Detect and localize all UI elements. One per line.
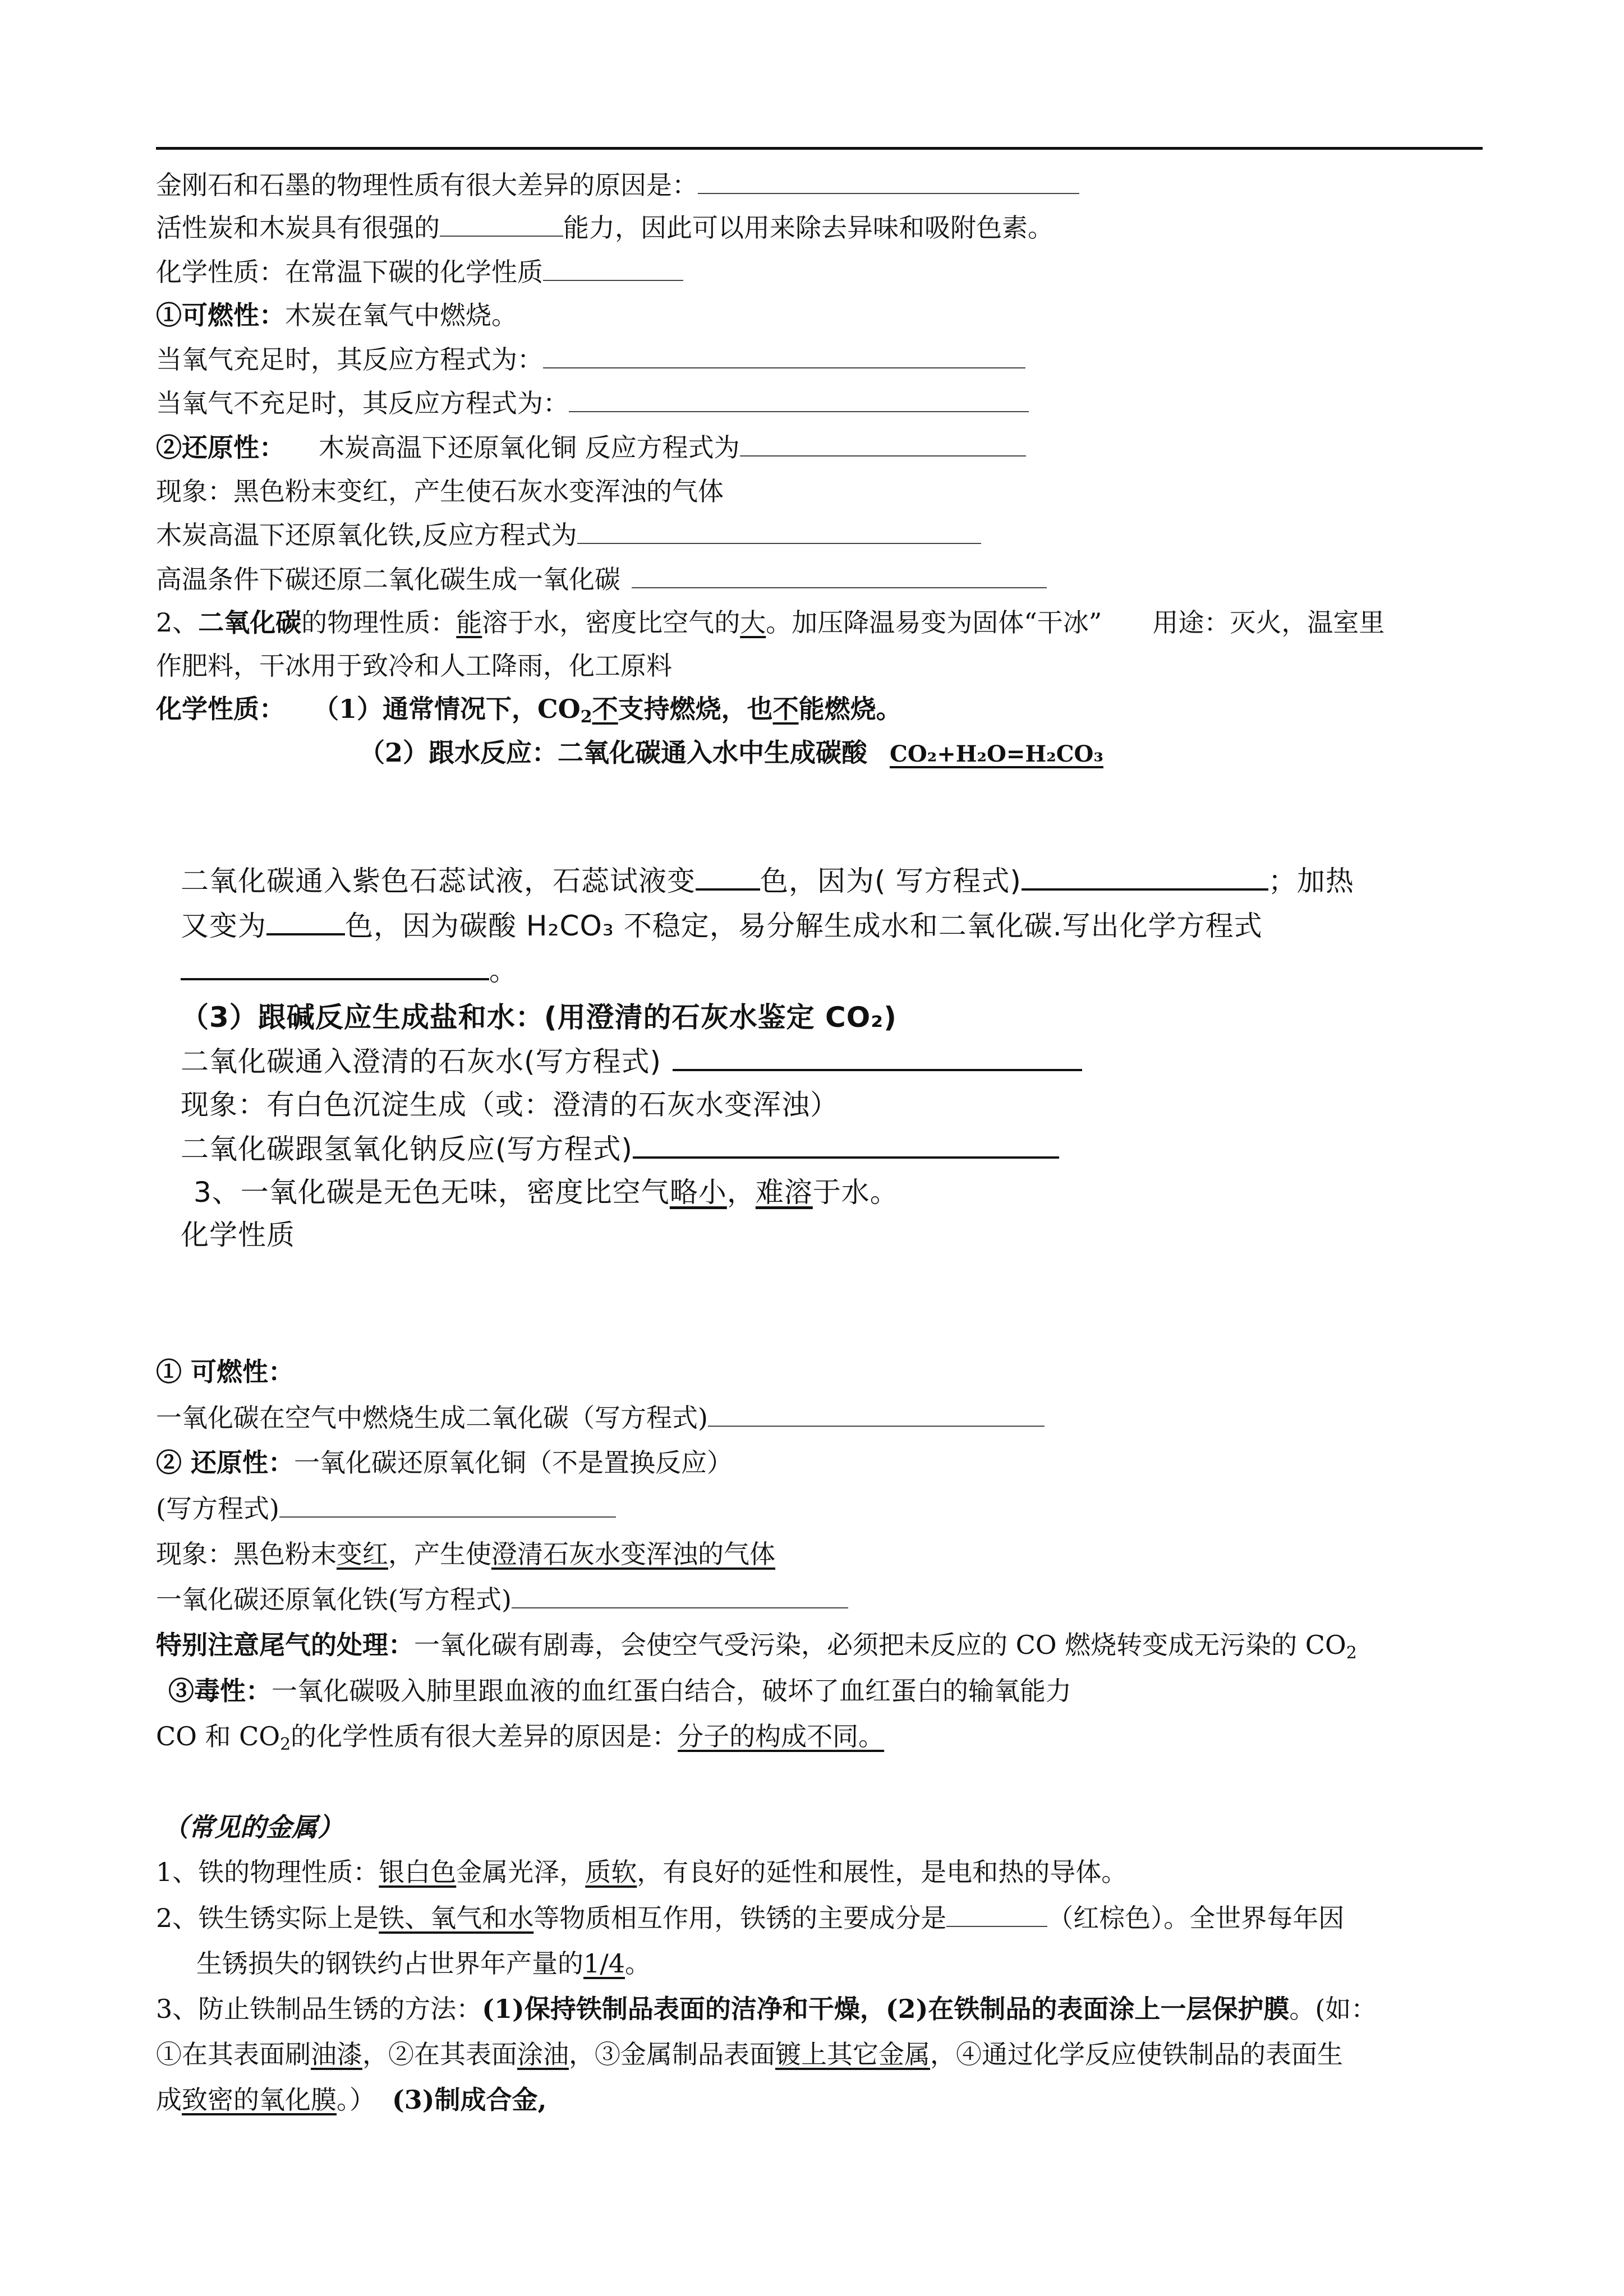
line-text: 当氧气充足时，其反应方程式为： bbox=[156, 344, 543, 375]
keyword: 二氧化碳 bbox=[198, 607, 302, 638]
text-line bbox=[156, 474, 724, 508]
underlined-answer: 大 bbox=[740, 607, 766, 638]
line-text: 3、一氧化碳是无色无味，密度比空气 bbox=[194, 1176, 670, 1209]
answer-blank[interactable] bbox=[740, 431, 1026, 457]
text-line bbox=[156, 1719, 884, 1762]
line-text: ，③金属制品表面 bbox=[569, 2039, 775, 2069]
text-line bbox=[156, 168, 1079, 202]
section-heading: ①可燃性： bbox=[156, 300, 285, 330]
line-text: （1）通常情况下，CO bbox=[313, 694, 581, 724]
line-text: 成 bbox=[156, 2085, 182, 2115]
line-text: 金属光泽， bbox=[456, 1857, 586, 1887]
answer-blank[interactable] bbox=[279, 1492, 616, 1518]
line-text: 色，因为( 写方程式) bbox=[760, 865, 1022, 897]
line-text: ， bbox=[726, 1176, 756, 1209]
subscript: 2 bbox=[280, 1735, 291, 1754]
line-text: 一氧化碳有剧毒，会使空气受污染，必须把未反应的 CO 燃烧转变成无污染的 CO bbox=[414, 1630, 1346, 1660]
text-line bbox=[156, 1355, 294, 1389]
text-line bbox=[194, 1175, 899, 1209]
answer-blank[interactable] bbox=[673, 1044, 1082, 1071]
text-line bbox=[181, 1132, 1059, 1166]
line-text: 。(如： bbox=[1289, 1994, 1377, 2024]
line-text: 能力，因此可以用来除去异味和吸附色素。 bbox=[563, 213, 1053, 243]
underlined-answer: 质软 bbox=[585, 1857, 637, 1887]
line-text: ，产生使 bbox=[388, 1539, 491, 1569]
text-line bbox=[156, 255, 683, 289]
line-text: 活性炭和木炭具有很强的 bbox=[156, 213, 440, 243]
top-rule bbox=[156, 147, 1483, 150]
line-text: 现象：黑色粉末变红，产生使石灰水变浑浊的气体 bbox=[156, 476, 724, 506]
section-heading: 特别注意尾气的处理： bbox=[156, 1630, 414, 1660]
line-text: 又变为 bbox=[181, 910, 266, 942]
line-text: 色，因为碳酸 H₂CO₃ 不稳定，易分解生成水和二氧化碳.写出化学方程式 bbox=[345, 910, 1263, 942]
text-line bbox=[156, 1401, 1045, 1435]
line-text: 。） bbox=[337, 2085, 375, 2115]
line-text: 能燃烧。 bbox=[798, 694, 902, 724]
answer-blank[interactable] bbox=[543, 255, 683, 281]
line-text: 一氧化碳在空气中燃烧生成二氧化碳（写方程式) bbox=[156, 1403, 708, 1433]
text-line bbox=[196, 1947, 651, 1980]
line-text: 现象：黑色粉末 bbox=[156, 1539, 337, 1569]
line-text: 当氧气不充足时，其反应方程式为： bbox=[156, 388, 569, 418]
line-text: 一氧化碳还原氧化铁(写方程式) bbox=[156, 1584, 512, 1615]
text-line bbox=[156, 692, 902, 734]
answer-blank[interactable] bbox=[1022, 864, 1268, 891]
line-text: (写方程式) bbox=[156, 1493, 279, 1524]
underlined-answer: 银白色 bbox=[379, 1857, 457, 1887]
subscript: 2 bbox=[580, 707, 592, 727]
section-heading: ① 可燃性： bbox=[156, 1357, 295, 1387]
text-line bbox=[163, 1810, 343, 1844]
line-text: 用途：灭火，温室里 bbox=[1152, 607, 1385, 638]
text-line bbox=[181, 864, 1354, 898]
underlined-answer: 难溶 bbox=[755, 1176, 813, 1209]
keyword: (1)保持铁制品表面的洁净和干燥，(2)在铁制品的表面涂上一层保护膜 bbox=[482, 1994, 1290, 2024]
underlined-answer: 1/4 bbox=[583, 1948, 625, 1979]
text-line bbox=[181, 953, 518, 988]
answer-blank[interactable] bbox=[946, 1901, 1047, 1927]
line-text: 。 bbox=[625, 1948, 651, 1979]
underlined-answer: 涂油 bbox=[517, 2039, 569, 2069]
line-text: 。加压降温易变为固体“干冰” bbox=[766, 607, 1102, 638]
underlined-answer: 致密的氧化膜 bbox=[182, 2085, 337, 2115]
text-line bbox=[156, 606, 1384, 639]
line-text: 的物理性质： bbox=[301, 607, 457, 638]
line-text: 高温条件下碳还原二氧化碳生成一氧化碳 bbox=[156, 564, 620, 594]
line-text: ，④通过化学反应使铁制品的表面生 bbox=[930, 2039, 1343, 2069]
line-text: 化学性质：在常温下碳的化学性质 bbox=[156, 257, 543, 287]
line-text: 生锈损失的钢铁约占世界年产量的 bbox=[196, 1948, 583, 1979]
text-line bbox=[156, 386, 1029, 420]
line-text: 。 bbox=[489, 955, 518, 987]
text-line bbox=[168, 1674, 1071, 1708]
line-text: 于水。 bbox=[812, 1176, 899, 1209]
answer-blank[interactable] bbox=[512, 1583, 848, 1608]
text-line bbox=[156, 298, 517, 332]
text-line bbox=[156, 1537, 775, 1571]
line-text: 等物质相互作用，铁锈的主要成分是 bbox=[533, 1903, 947, 1933]
text-line bbox=[156, 2037, 1343, 2071]
line-text: 作肥料，干冰用于致冷和人工降雨，化工原料 bbox=[156, 651, 672, 681]
underlined-answer: 能 bbox=[456, 607, 482, 638]
text-line bbox=[156, 211, 1053, 245]
line-text: 2、 bbox=[156, 607, 199, 638]
underlined-answer: 铁、氧气和水 bbox=[379, 1903, 534, 1933]
line-text: 二氧化碳通入紫色石蕊试液，石蕊试液变 bbox=[181, 865, 696, 897]
section-heading: ② 还原性： bbox=[156, 1447, 295, 1478]
line-text: ①在其表面刷 bbox=[156, 2039, 311, 2069]
text-line bbox=[156, 518, 981, 552]
line-text: ，有良好的延性和展性，是电和热的导体。 bbox=[637, 1857, 1128, 1887]
underlined-answer: 略小 bbox=[669, 1176, 727, 1209]
line-text: 3、防止铁制品生锈的方法： bbox=[156, 1994, 482, 2024]
text-line bbox=[156, 649, 672, 683]
line-text: 金刚石和石墨的物理性质有很大差异的原因是： bbox=[156, 170, 698, 200]
answer-blank[interactable] bbox=[266, 909, 345, 935]
line-text: 二氧化碳通入澄清的石灰水(写方程式) bbox=[181, 1045, 662, 1078]
underlined-answer: 不 bbox=[592, 694, 618, 724]
text-line bbox=[156, 431, 1026, 464]
line-text: （2）跟水反应：二氧化碳通入水中生成碳酸 bbox=[359, 737, 868, 768]
text-line bbox=[156, 1446, 733, 1479]
line-text: CO 和 CO bbox=[156, 1721, 280, 1751]
line-text: 一氧化碳还原氧化铜（不是置换反应） bbox=[294, 1447, 733, 1478]
section-heading: ③毒性： bbox=[168, 1676, 272, 1706]
text-line bbox=[359, 736, 1103, 771]
underlined-answer: 不 bbox=[772, 694, 799, 724]
line-text: 木炭高温下还原氧化铁,反应方程式为 bbox=[156, 520, 577, 550]
line-text: ，②在其表面 bbox=[362, 2039, 517, 2069]
line-text: 溶于水，密度比空气的 bbox=[482, 607, 740, 638]
equation: CO₂+H₂O=H₂CO₃ bbox=[890, 741, 1103, 767]
answer-blank[interactable] bbox=[569, 386, 1029, 412]
line-text: 现象：有白色沉淀生成（或：澄清的石灰水变浑浊） bbox=[181, 1089, 839, 1121]
underlined-answer: 分子的构成不同。 bbox=[678, 1721, 885, 1751]
text-line bbox=[156, 1583, 848, 1616]
line-text: 木炭高温下还原氧化铜 反应方程式为 bbox=[319, 432, 740, 463]
text-line bbox=[156, 1492, 616, 1525]
answer-blank[interactable] bbox=[632, 563, 1047, 588]
text-line bbox=[181, 909, 1263, 943]
answer-blank[interactable] bbox=[440, 211, 563, 237]
text-line bbox=[181, 1001, 897, 1034]
section-heading: （3）跟碱反应生成盐和水：(用澄清的石灰水鉴定 CO₂) bbox=[181, 1001, 897, 1034]
keyword: (3)制成合金, bbox=[392, 2085, 547, 2115]
underlined-answer: 镀上其它金属 bbox=[775, 2039, 930, 2069]
underlined-answer: 澄清石灰水变浑浊的气体 bbox=[491, 1539, 775, 1569]
answer-blank[interactable] bbox=[633, 1132, 1059, 1159]
text-line bbox=[156, 563, 1047, 596]
underlined-answer: 变红 bbox=[337, 1539, 388, 1569]
line-text: 一氧化碳吸入肺里跟血液的血红蛋白结合，破坏了血红蛋白的输氧能力 bbox=[272, 1676, 1071, 1706]
text-line bbox=[156, 2083, 547, 2117]
answer-blank[interactable] bbox=[708, 1401, 1045, 1427]
answer-blank[interactable] bbox=[543, 343, 1025, 368]
section-heading: 化学性质： bbox=[156, 694, 285, 724]
answer-blank[interactable] bbox=[577, 518, 981, 544]
answer-blank[interactable] bbox=[696, 864, 760, 891]
subscript: 2 bbox=[1346, 1643, 1357, 1663]
line-text: 的化学性质有很大差异的原因是： bbox=[291, 1721, 678, 1751]
line-text: 2、铁生锈实际上是 bbox=[156, 1903, 379, 1933]
text-line bbox=[181, 1044, 1082, 1078]
answer-blank[interactable] bbox=[698, 168, 1079, 194]
line-text: （红棕色）。全世界每年因 bbox=[1047, 1903, 1345, 1933]
answer-blank[interactable] bbox=[181, 953, 489, 980]
text-line bbox=[156, 1628, 1357, 1670]
text-line bbox=[156, 1992, 1377, 2026]
text-line bbox=[181, 1088, 839, 1122]
text-line bbox=[156, 343, 1025, 376]
underlined-answer: 油漆 bbox=[311, 2039, 362, 2069]
text-line bbox=[156, 1901, 1344, 1935]
line-text: 支持燃烧，也 bbox=[618, 694, 773, 724]
line-text: 木炭在氧气中燃烧。 bbox=[285, 300, 517, 330]
section-heading: ②还原性： bbox=[156, 432, 285, 463]
section-title: （常见的金属） bbox=[163, 1812, 343, 1842]
text-line bbox=[181, 1218, 295, 1252]
line-text: 1、铁的物理性质： bbox=[156, 1857, 379, 1887]
text-line bbox=[156, 1855, 1127, 1889]
line-text: ；加热 bbox=[1268, 865, 1354, 897]
line-text: 二氧化碳跟氢氧化钠反应(写方程式) bbox=[181, 1133, 633, 1165]
line-text: 化学性质 bbox=[181, 1219, 295, 1251]
